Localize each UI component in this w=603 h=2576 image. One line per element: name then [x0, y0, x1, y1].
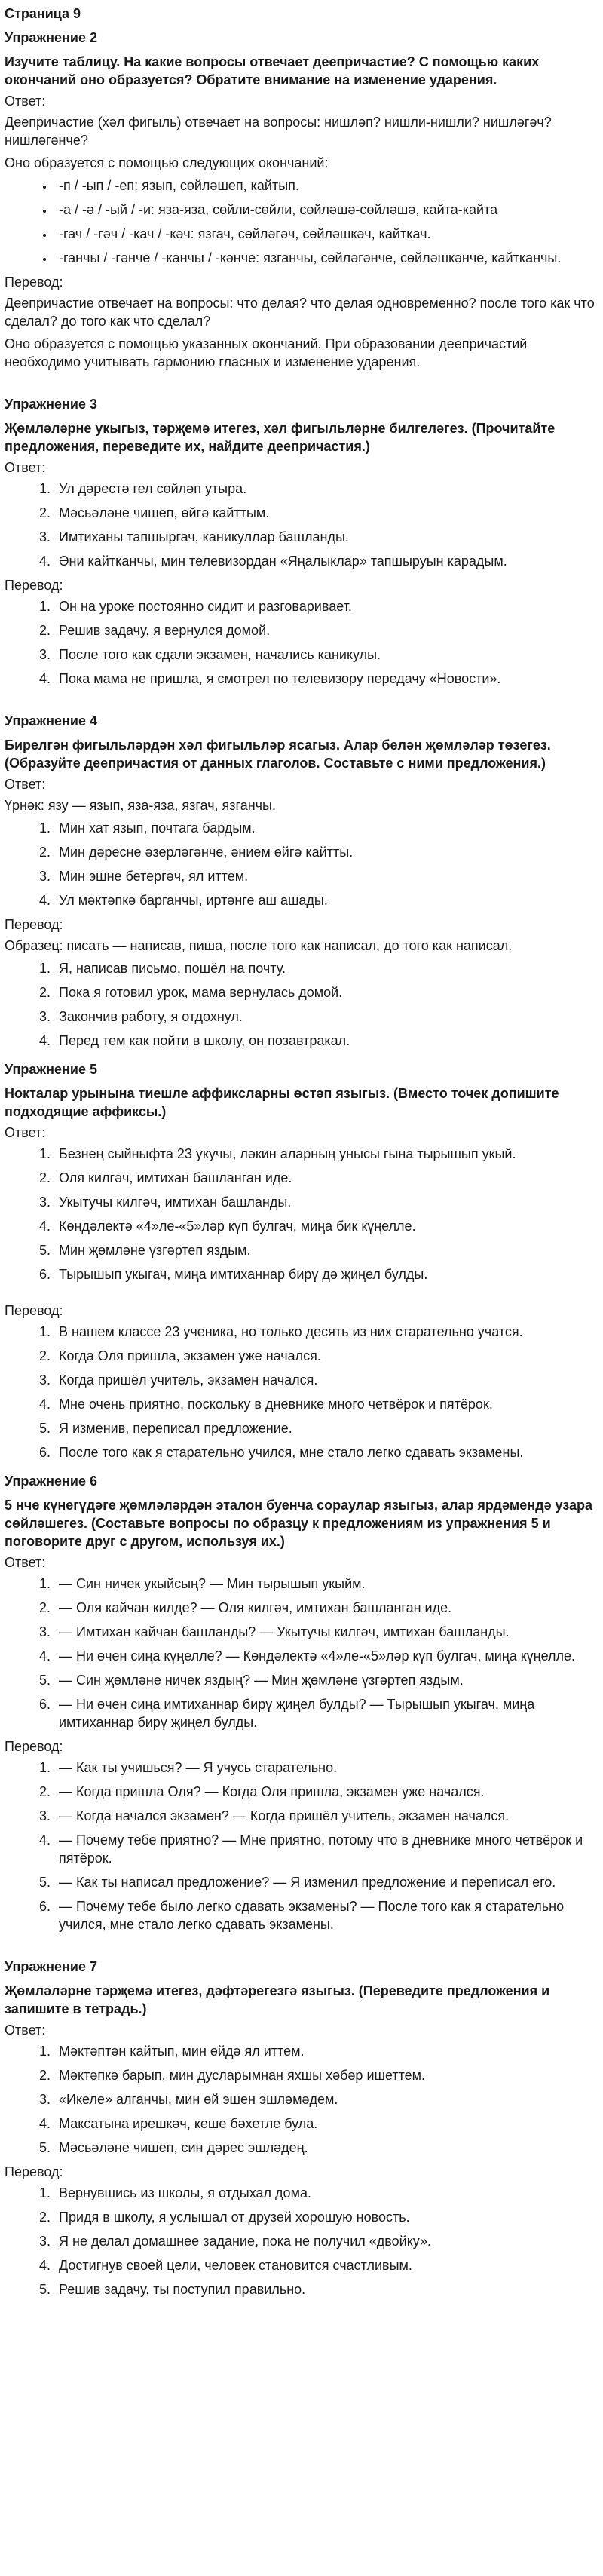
list-item: 3. Когда пришёл учитель, экзамен начался.: [54, 1371, 598, 1389]
list-item: 2. Оля килгәч, имтихан башланган иде.: [54, 1169, 598, 1187]
list-item: 6. — Почему тебе было легко сдавать экзамены? — После того как я старательно учился, мне стало легко сдавать экзамены.: [54, 1897, 598, 1934]
list-item: 3. — Когда начался экзамен? — Когда пришёл учитель, экзамен начался.: [54, 1807, 598, 1825]
list-item: 4. Перед тем как пойти в школу, он позавтракал.: [54, 1032, 598, 1050]
list-item: 3. Имтиханы тапшыргач, каникуллар башланды.: [54, 528, 598, 546]
list-item: • -гач / -гәч / -кач / -кәч: язгач, сөйләгәч, сөйләшкәч, кайткач.: [54, 225, 598, 243]
translation-list: [5, 2184, 598, 2298]
list-item: 1. — Син ничек укыйсың? — Мин тырышып укыйм.: [54, 1575, 598, 1593]
list-item: 4. — Ни өчен сиңа күңелле? — Көндәлектә «4»ле-«5»ләр күп булгач, миңа күңелле.: [54, 1647, 598, 1665]
list-item: 4. Көндәлектә «4»ле-«5»ләр күп булгач, миңа бик күңелле.: [54, 1217, 598, 1235]
list-item: 5. Я изменив, переписал предложение.: [54, 1419, 598, 1437]
exercise-task: 5 нче күнегүдәге җөмләләрдән эталон буенча сораулар языгыз, алар ярдәмендә узара сөйләшегез. (Составьте вопросы по образцу к предложениям из упражнения 5 и поговорите друг с другом, используя их.): [5, 1498, 593, 1549]
list-item: 1. Мәктәптән кайтып, мин өйдә ял иттем.: [54, 2042, 598, 2060]
answer-list: [5, 2042, 598, 2157]
list-item: 5. Мәсьәләне чишеп, син дәрес эшләдең.: [54, 2139, 598, 2157]
list-item: 3. Я не делал домашнее задание, пока не получил «двойку».: [54, 2232, 598, 2250]
list-item: 2. Когда Оля пришла, экзамен уже начался.: [54, 1347, 598, 1365]
list-item: 4. — Почему тебе приятно? — Мне приятно, потому что в дневнике много четвёрок и пятёрок.: [54, 1831, 598, 1867]
exercise-2: [5, 29, 598, 371]
exercise-title: Упражнение 5: [5, 1062, 97, 1077]
list-item: 3. Закончив работу, я отдохнул.: [54, 1007, 598, 1026]
answer-label: Ответ:: [5, 1125, 46, 1140]
list-item: 4. Пока мама не пришла, я смотрел по телевизору передачу «Новости».: [54, 670, 598, 688]
list-item: 2. Мин дәресне әзерләгәнче, әнием өйгә кайтты.: [54, 843, 598, 861]
list-item: 6. — Ни өчен сиңа имтиханнар бирү җиңел булды? — Тырышып укыгач, миңа имтиханнар бирү җиңел булды.: [54, 1695, 598, 1731]
translation-list: [5, 1323, 598, 1461]
translation-paragraph: Оно образуется с помощью указанных окончаний. При образовании деепричастий необходимо учитывать гармонию гласных и изменение ударения.: [5, 336, 528, 370]
exercise-6: [5, 1472, 598, 1934]
exercise-task: Бирелгән фигыльләрдән хәл фигыльләр ясагыз. Алар белән җөмләләр төзегез. (Образуйте деепричастия от данных глаголов. Составьте с ними предложения.): [5, 738, 551, 771]
list-item: • -а / -ә / -ый / -и: яза-яза, сөйли-сөйли, сөйләшә-сөйләшә, кайта-кайта: [54, 201, 598, 219]
answer-list: [5, 1145, 598, 1283]
list-item: 2. — Оля кайчан килде? — Оля килгәч, имтихан башланган иде.: [54, 1599, 598, 1617]
exercise-title: Упражнение 4: [5, 713, 97, 728]
exercise-task: Җөмләләрне укыгыз, тәрҗемә итегез, хәл фигыльләрне билгеләгез. (Прочитайте предложения, переведите их, найдите деепричастия.): [5, 421, 556, 454]
list-item: • -п / -ып / -еп: язып, сөйләшеп, кайтып.: [54, 176, 598, 195]
list-item: 2. — Когда пришла Оля? — Когда Оля пришла, экзамен уже начался.: [54, 1783, 598, 1801]
list-item: 2. Решив задачу, я вернулся домой.: [54, 621, 598, 639]
list-item: 1. Ул дәрестә гел сөйләп утыра.: [54, 480, 598, 498]
translation-label: Перевод:: [5, 1303, 63, 1318]
list-item: 2. Мәктәпкә барып, мин дусларымнан яхшы хәбәр ишеттем.: [54, 2066, 598, 2084]
list-item: 5. Решив задачу, ты поступил правильно.: [54, 2280, 598, 2298]
list-item: 4. Достигнув своей цели, человек становится счастливым.: [54, 2256, 598, 2274]
list-item: 5. — Син җөмләне ничек яздың? — Мин җөмләне үзгәртеп яздым.: [54, 1671, 598, 1689]
exercise-task: Нокталар урынына тиешле аффиксларны өстәп языгыз. (Вместо точек допишите подходящие аффиксы.): [5, 1086, 559, 1119]
list-item: 4. Мне очень приятно, поскольку в дневнике много четвёрок и пятёрок.: [54, 1395, 598, 1413]
list-item: 4. Максатына ирешкәч, кеше бәхетле була.: [54, 2114, 598, 2133]
answer-list: [5, 1575, 598, 1731]
list-item: 1. В нашем классе 23 ученика, но только десять из них старательно учатся.: [54, 1323, 598, 1341]
exercise-title: Упражнение 7: [5, 1959, 97, 1974]
list-item: 3. — Имтихан кайчан башланды? — Укытучы килгәч, имтихан башланды.: [54, 1623, 598, 1641]
exercise-5: [5, 1060, 598, 1461]
exercise-title: Упражнение 3: [5, 397, 97, 412]
list-item: 5. — Как ты написал предложение? — Я изменил предложение и переписал его.: [54, 1873, 598, 1891]
exercise-task: Изучите таблицу. На какие вопросы отвечает деепричастие? С помощью каких окончаний оно образуется? Обратите внимание на изменение ударения.: [5, 54, 540, 87]
list-item: 1. Вернувшись из школы, я отдыхал дома.: [54, 2184, 598, 2202]
list-item: 3. После того как сдали экзамен, начались каникулы.: [54, 646, 598, 664]
list-item: 1. Мин хат язып, почтага бардым.: [54, 819, 598, 837]
answer-label: Ответ:: [5, 94, 46, 109]
list-item: 1. Я, написав письмо, пошёл на почту.: [54, 959, 598, 977]
list-item: 3. Укытучы килгәч, имтихан башланды.: [54, 1193, 598, 1211]
list-item: 1. — Как ты учишься? — Я учусь старательно.: [54, 1759, 598, 1777]
list-item: 6. После того как я старательно учился, мне стало легко сдавать экзамены.: [54, 1443, 598, 1461]
list-item: • -ганчы / -гәнче / -канчы / -кәнче: язганчы, сөйләгәнче, сөйләшкәнче, кайтканчы.: [54, 249, 598, 267]
exercise-4: [5, 712, 598, 1050]
exercise-7: [5, 1958, 598, 2298]
list-item: 1. Он на уроке постоянно сидит и разговаривает.: [54, 597, 598, 615]
sample-line: Үрнәк: язу — язып, яза-яза, язгач, язганчы.: [5, 798, 276, 813]
exercise-title: Упражнение 6: [5, 1474, 97, 1489]
exercise-task: Җөмләләрне тәрҗемә итегез, дәфтәрегезгә языгыз. (Переведите предложения и запишите в тетрадь.): [5, 1983, 550, 2016]
suffix-list: [5, 176, 598, 267]
list-item: 2. Придя в школу, я услышал от друзей хорошую новость.: [54, 2208, 598, 2226]
answer-label: Ответ:: [5, 2022, 46, 2038]
answer-label: Ответ:: [5, 460, 46, 475]
page-title: Страница 9: [5, 6, 81, 21]
translation-label: Перевод:: [5, 917, 63, 932]
answer-list: [5, 819, 598, 909]
list-item: 4. Ул мәктәпкә барганчы, иртәнге аш ашады.: [54, 891, 598, 909]
list-item: 6. Тырышып укыгач, миңа имтиханнар бирү дә җиңел булды.: [54, 1265, 598, 1283]
list-item: 5. Мин җөмләне үзгәртеп яздым.: [54, 1241, 598, 1259]
exercise-3: [5, 395, 598, 688]
answer-paragraph: Оно образуется с помощью следующих окончаний:: [5, 155, 329, 170]
list-item: 2. Мәсьәләне чишеп, өйгә кайттым.: [54, 504, 598, 522]
list-item: 2. Пока я готовил урок, мама вернулась домой.: [54, 983, 598, 1001]
answer-list: [5, 480, 598, 570]
translation-label: Перевод:: [5, 578, 63, 593]
list-item: 1. Безнең сыйныфта 23 укучы, ләкин аларның унысы гына тырышып укый.: [54, 1145, 598, 1163]
sample-line: Образец: писать — написав, пиша, после того как написал, до того как написал.: [5, 938, 513, 953]
translation-list: [5, 959, 598, 1050]
answer-label: Ответ:: [5, 777, 46, 792]
translation-paragraph: Деепричастие отвечает на вопросы: что делая? что делая одновременно? после того как что сделал? до того как что сделал?: [5, 296, 595, 329]
translation-label: Перевод:: [5, 2164, 63, 2179]
list-item: 3. Мин эшне бетергәч, ял иттем.: [54, 867, 598, 885]
translation-label: Перевод:: [5, 274, 63, 290]
translation-label: Перевод:: [5, 1739, 63, 1754]
exercise-title: Упражнение 2: [5, 30, 97, 45]
translation-list: [5, 1759, 598, 1934]
translation-list: [5, 597, 598, 688]
answer-label: Ответ:: [5, 1555, 46, 1570]
list-item: 4. Әни кайтканчы, мин телевизордан «Яңалыклар» тапшыруын карадым.: [54, 552, 598, 570]
list-item: 3. «Икеле» алганчы, мин өй эшен эшләмәдем.: [54, 2090, 598, 2108]
answer-paragraph: Деепричастие (хәл фигыль) отвечает на вопросы: нишләп? нишли-нишли? нишләгәч? нишләгәнче?: [5, 115, 552, 148]
